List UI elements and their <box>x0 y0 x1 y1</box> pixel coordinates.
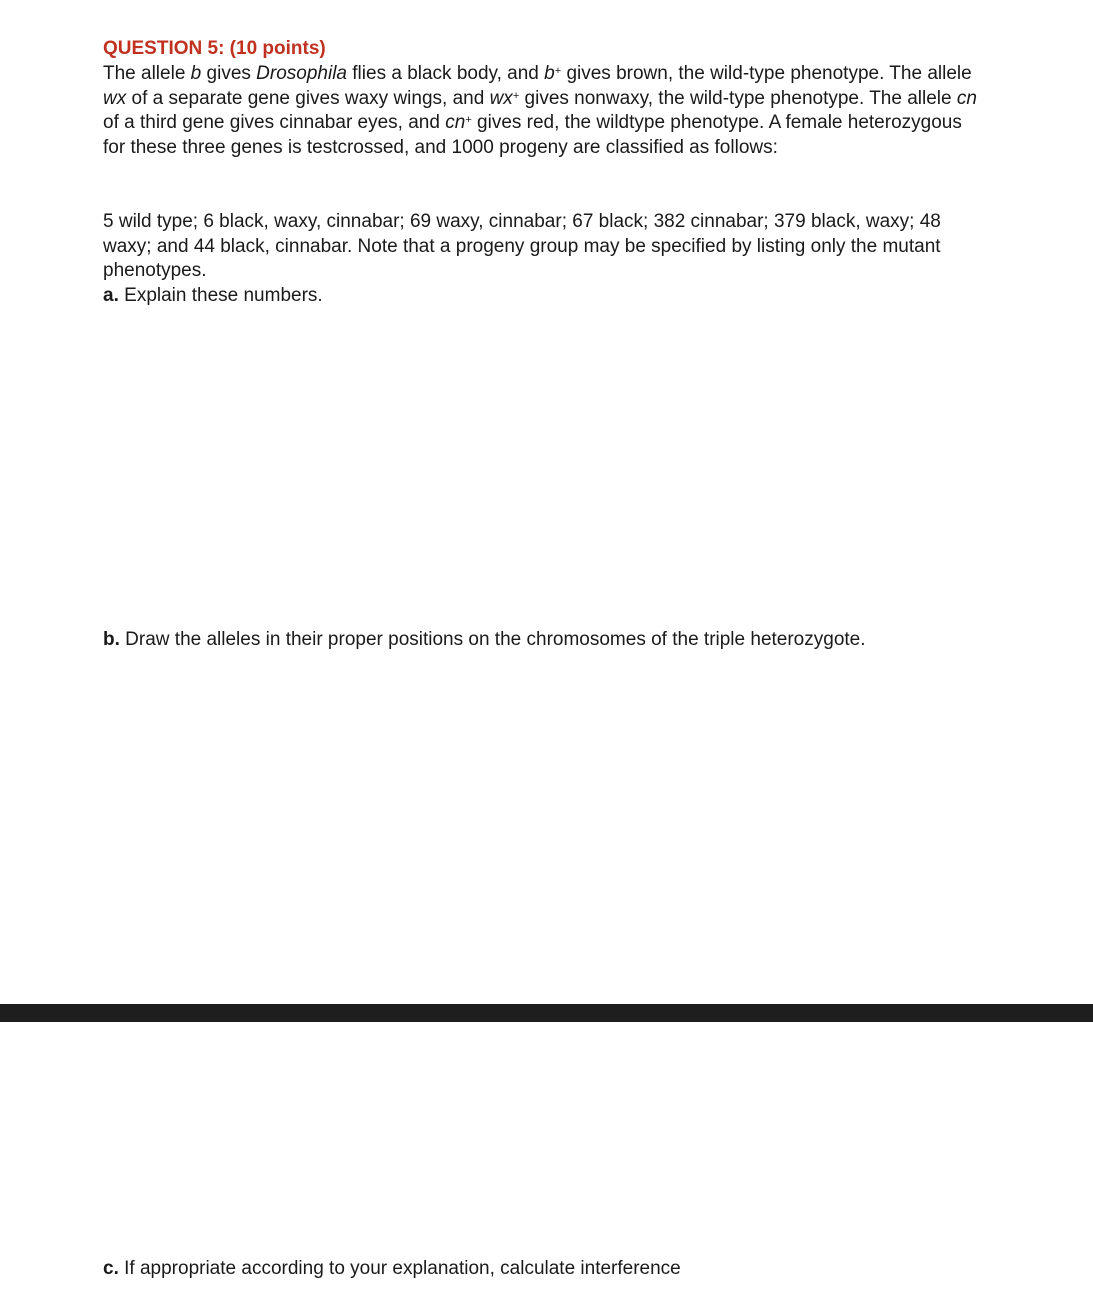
part-b-label: b. <box>103 629 120 650</box>
part-a-label: a. <box>103 285 119 306</box>
allele-b-plus: b <box>544 63 555 84</box>
allele-wx: wx <box>103 87 127 109</box>
allele-cn: cn <box>956 87 977 109</box>
part-a-prompt <box>103 284 983 309</box>
page-divider <box>0 1004 1093 1022</box>
allele-cn-plus: cn <box>445 112 466 134</box>
progeny-data: 5 wild type; 6 black, waxy, cinnabar; 69 waxy, cinnabar; 67 black; 382 cinnabar; 379 black, waxy; 48 waxy; and 44 black, cinnabar. Note that a progeny group may be specified by listing only the mutant phenotypes. <box>103 211 941 282</box>
part-c-text: If appropriate according to your explanation, calculate interference <box>124 1258 681 1279</box>
part-b-prompt <box>103 628 866 653</box>
part-b-text: Draw the alleles in their proper positions on the chromosomes of the triple heterozygote. <box>125 629 866 650</box>
allele-b: b <box>190 63 202 84</box>
part-a-text: Explain these numbers. <box>124 285 323 306</box>
part-c-label: c. <box>103 1258 119 1279</box>
genus-name: Drosophila <box>256 63 347 84</box>
question-intro: The allele b gives Drosophila flies a black body, and b+ gives brown, the wild-type phenotype. The allele wx of a separate gene gives waxy wings, and wx+ gives nonwaxy, the wild-type phenotype. The allele cn of a third gene gives cinnabar eyes, and cn+ gives red, the wildtype phenotype. A female heterozygous for these three genes is testcrossed, and 1000 progeny are classified as follows: <box>103 63 977 158</box>
part-c-prompt <box>103 1257 681 1282</box>
allele-wx-plus: wx <box>489 87 513 109</box>
question-title: QUESTION 5: (10 points) <box>103 38 326 59</box>
